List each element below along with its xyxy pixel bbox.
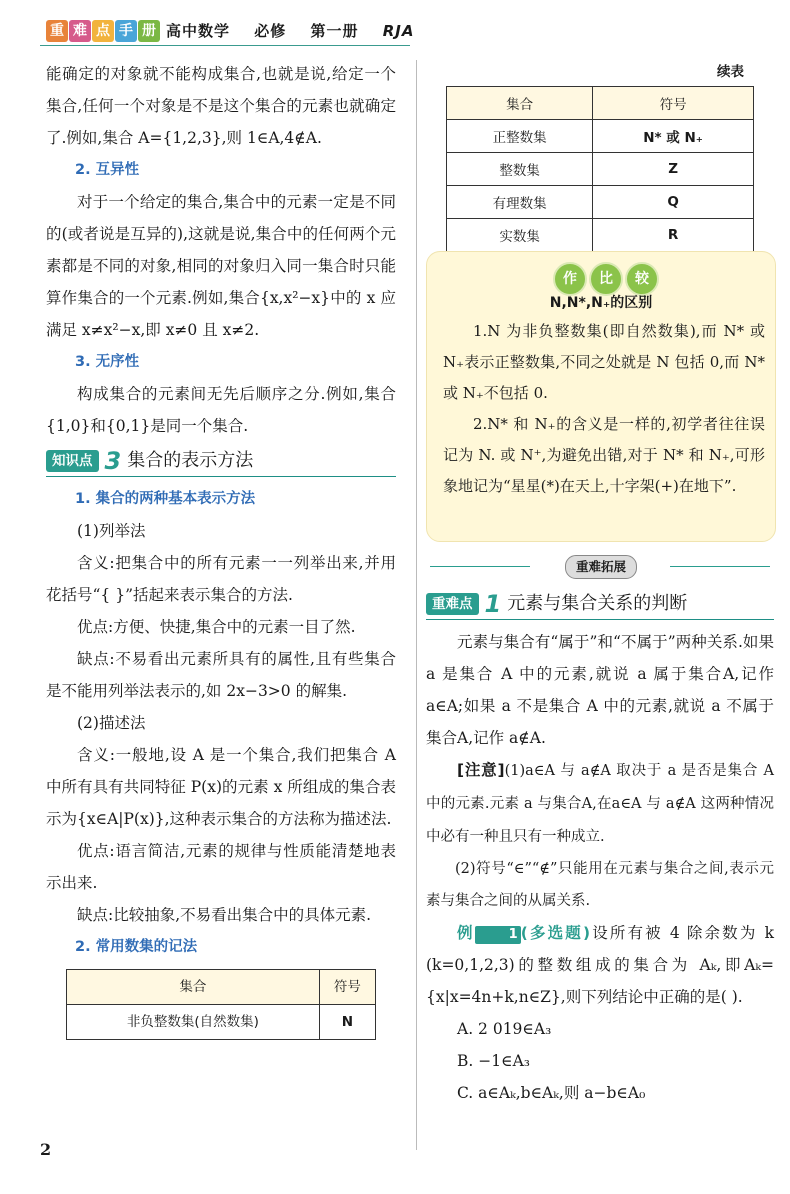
method-subtitle: (2)描述法: [77, 714, 146, 732]
number-set-table-continued: [446, 86, 754, 252]
left-column: [46, 58, 396, 1040]
section-text: 对于一个给定的集合,集合中的元素一定是不同的(或者说是互异的),这就是说,集合中的任何两个元素都是不同的对象,相同的对象归入同一集合时只能算作集合的一个元素.例如,集合{x,x²−x}中的 x 应满足 x≠x²−x,即 x≠0 且 x≠2.: [46, 193, 396, 339]
number-set-table: [66, 969, 376, 1040]
table-cell: N: [319, 1005, 375, 1040]
method-disadvantage: 缺点:不易看出元素所具有的属性,且有些集合是不能用列举法表示的,如 2x−3>0 的解集.: [46, 650, 396, 700]
extension-divider: [430, 555, 770, 579]
book-info: [166, 20, 433, 41]
table-cell: 实数集: [447, 219, 593, 252]
right-column: [426, 585, 774, 1109]
comparison-badge: [553, 262, 661, 296]
table-cell: 正整数集: [447, 120, 593, 153]
method-disadvantage: 缺点:比较抽象,不易看出集合中的具体元素.: [77, 906, 372, 924]
logo-char: 手: [115, 20, 137, 42]
kp-tag: 知识点: [46, 450, 99, 472]
option-b: B. −1∈A₃: [457, 1052, 530, 1070]
subsection-title: 2. 常用数集的记法: [75, 939, 198, 955]
option-c: C. a∈Aₖ,b∈Aₖ,则 a−b∈A₀: [457, 1084, 646, 1102]
subject: 高中数学: [166, 22, 231, 40]
example-word: 例: [457, 924, 475, 942]
kp-tag: 重难点: [426, 593, 479, 615]
note-label: [注意]: [457, 761, 505, 779]
series-logo: [46, 20, 161, 42]
logo-char: 点: [92, 20, 114, 42]
example-question: 设所有被 4 除余数为 k (k=0,1,2,3)的整数组成的集合为 Aₖ,即Aₖ={x|x=4n+k,n∈Z},则下列结论中正确的是( ).: [426, 924, 774, 1006]
table-cell: R: [593, 219, 754, 252]
volume: 必修: [254, 22, 287, 40]
continued-label: 续表: [717, 64, 744, 80]
table-cell: 整数集: [447, 153, 593, 186]
comparison-body: [443, 316, 765, 502]
header-rule: [40, 45, 410, 46]
badge-char: 作: [553, 262, 587, 296]
method-subtitle: (1)列举法: [77, 522, 146, 540]
kp-title: 元素与集合关系的判断: [507, 593, 688, 614]
table-cell: N* 或 N₊: [593, 120, 754, 153]
badge-char: 比: [589, 262, 623, 296]
intro-text: 能确定的对象就不能构成集合,也就是说,给定一个集合,任何一个对象是不是这个集合的元素也就确定了.例如,集合 A={1,2,3},则 1∈A,4∉A.: [46, 65, 396, 147]
section-title: 3. 无序性: [75, 354, 140, 370]
table-cell: 有理数集: [447, 186, 593, 219]
table-cell: Q: [593, 186, 754, 219]
table-header-cell: 集合: [67, 970, 320, 1005]
body-paragraph: 元素与集合有“属于”和“不属于”两种关系.如果 a 是集合 A 中的元素,就说 a 属于集合A,记作 a∈A;如果 a 不是集合 A 中的元素,就说 a 不属于集合A,记作 a∉A.: [426, 633, 774, 747]
comparison-title: N,N*,N₊的区别: [549, 295, 653, 311]
method-definition: 含义:把集合中的所有元素一一列举出来,并用花括号“{ }”括起来表示集合的方法.: [46, 554, 396, 604]
note-text: (1)a∈A 与 a∉A 取决于 a 是否是集合 A 中的元素.元素 a 与集合A,在a∈A 与 a∉A 这两种情况中必有一种且只有一种成立.: [426, 763, 774, 845]
key-point-header: [426, 589, 774, 620]
example-type: (多选题): [520, 924, 591, 942]
table-cell: Z: [593, 153, 754, 186]
page-header: [46, 20, 415, 46]
table-header-cell: 符号: [593, 87, 754, 120]
column-divider: [416, 60, 417, 1150]
section-text: 构成集合的元素间无先后顺序之分.例如,集合{1,0}和{0,1}是同一个集合.: [46, 385, 396, 435]
divider-line: [430, 566, 530, 567]
table-header-cell: 符号: [319, 970, 375, 1005]
note-text: (2)符号“∈”“∉”只能用在元素与集合之间,表示元素与集合之间的从属关系.: [426, 861, 774, 909]
method-definition: 含义:一般地,设 A 是一个集合,我们把集合 A 中所有具有共同特征 P(x)的元素 x 所组成的集合表示为{x∈A|P(x)},这种表示集合的方法称为描述法.: [46, 746, 396, 828]
method-advantage: 优点:方便、快捷,集合中的元素一目了然.: [77, 618, 356, 636]
table-row: [447, 219, 754, 252]
logo-char: 重: [46, 20, 68, 42]
comparison-paragraph: 1.N 为非负整数集(即自然数集),而 N* 或 N₊表示正整数集,不同之处就是 N 包括 0,而 N* 或 N₊不包括 0.: [443, 322, 765, 402]
knowledge-point-header: [46, 446, 396, 477]
table-row: [447, 153, 754, 186]
badge-char: 较: [625, 262, 659, 296]
table-row: [447, 186, 754, 219]
page-number: 2: [40, 1140, 52, 1159]
extension-label: 重难拓展: [565, 555, 637, 579]
example-label: [457, 924, 521, 942]
table-row: [67, 1005, 376, 1040]
example-number: 1: [475, 926, 521, 944]
option-a: A. 2 019∈A₃: [457, 1020, 552, 1038]
table-cell: 非负整数集(自然数集): [67, 1005, 320, 1040]
kp-number: 3: [104, 447, 122, 475]
logo-char: 册: [138, 20, 160, 42]
comparison-box: [426, 251, 776, 542]
method-advantage: 优点:语言简洁,元素的规律与性质能清楚地表示出来.: [46, 842, 396, 892]
subsection-title: 1. 集合的两种基本表示方法: [75, 491, 256, 507]
book: 第一册: [310, 22, 359, 40]
logo-char: 难: [69, 20, 91, 42]
kp-number: 1: [484, 590, 502, 618]
kp-title: 集合的表示方法: [127, 450, 254, 471]
table-header-cell: 集合: [447, 87, 593, 120]
section-title: 2. 互异性: [75, 162, 140, 178]
table-row: [447, 120, 754, 153]
edition: RJA: [382, 22, 415, 40]
divider-line: [670, 566, 770, 567]
comparison-paragraph: 2.N* 和 N₊的含义是一样的,初学者往往误记为 N. 或 N⁺,为避免出错,对于 N* 和 N₊,可形象地记为“星星(*)在天上,十字架(+)在地下”.: [443, 415, 765, 495]
